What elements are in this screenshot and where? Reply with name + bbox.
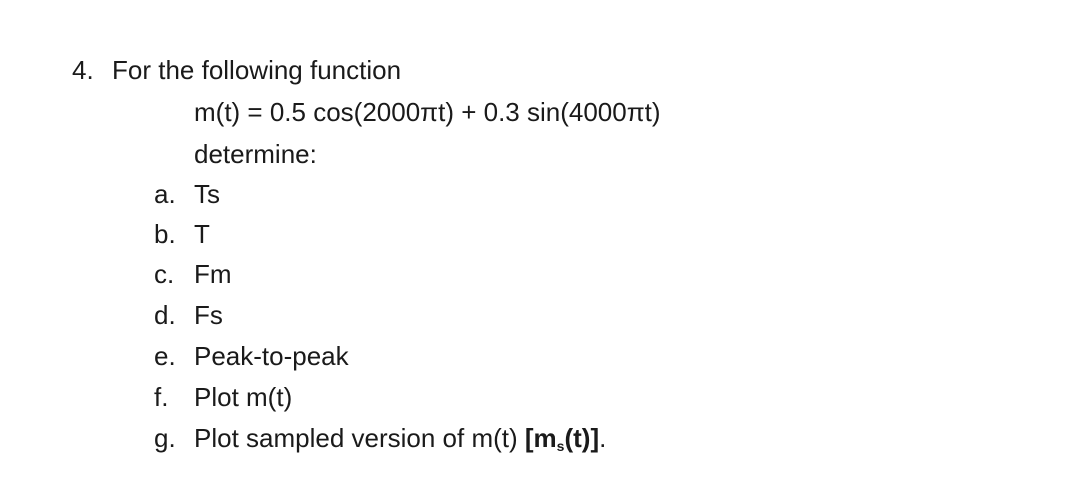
list-item: [154, 178, 220, 210]
sampled-signal-subscript: s: [556, 438, 565, 454]
list-item-text: [194, 422, 606, 462]
list-marker: c.: [154, 259, 175, 289]
list-item: [154, 218, 210, 250]
list-marker: b.: [154, 219, 176, 249]
list-item-text: Peak-to-peak: [194, 341, 349, 371]
list-item-text: T: [194, 219, 210, 249]
list-marker: f.: [154, 382, 169, 412]
function-expression: m(t) = 0.5 cos(2000πt) + 0.3 sin(4000πt): [194, 97, 661, 127]
sampled-signal-open: [m: [524, 423, 557, 453]
list-item-text: Fs: [194, 300, 223, 330]
list-item-tail: .: [599, 423, 607, 453]
list-marker: d.: [154, 300, 176, 330]
list-item-text: Ts: [194, 179, 220, 209]
list-marker: g.: [154, 423, 176, 453]
list-item-text: Fm: [194, 259, 232, 289]
list-item: [154, 258, 232, 290]
sampled-signal-close: (t)]: [564, 423, 600, 453]
list-item: [154, 299, 223, 331]
list-item-text-main: Plot sampled version of m(t): [194, 423, 525, 453]
determine-label: determine:: [194, 139, 317, 169]
list-item: [154, 422, 606, 462]
question-prompt: For the following function: [112, 55, 402, 85]
list-item: [154, 381, 292, 413]
list-item-text: Plot m(t): [194, 382, 293, 412]
question-number: 4.: [72, 55, 94, 85]
list-marker: e.: [154, 341, 176, 371]
list-item: [154, 340, 349, 372]
question-header: [72, 54, 401, 86]
list-marker: a.: [154, 179, 176, 209]
